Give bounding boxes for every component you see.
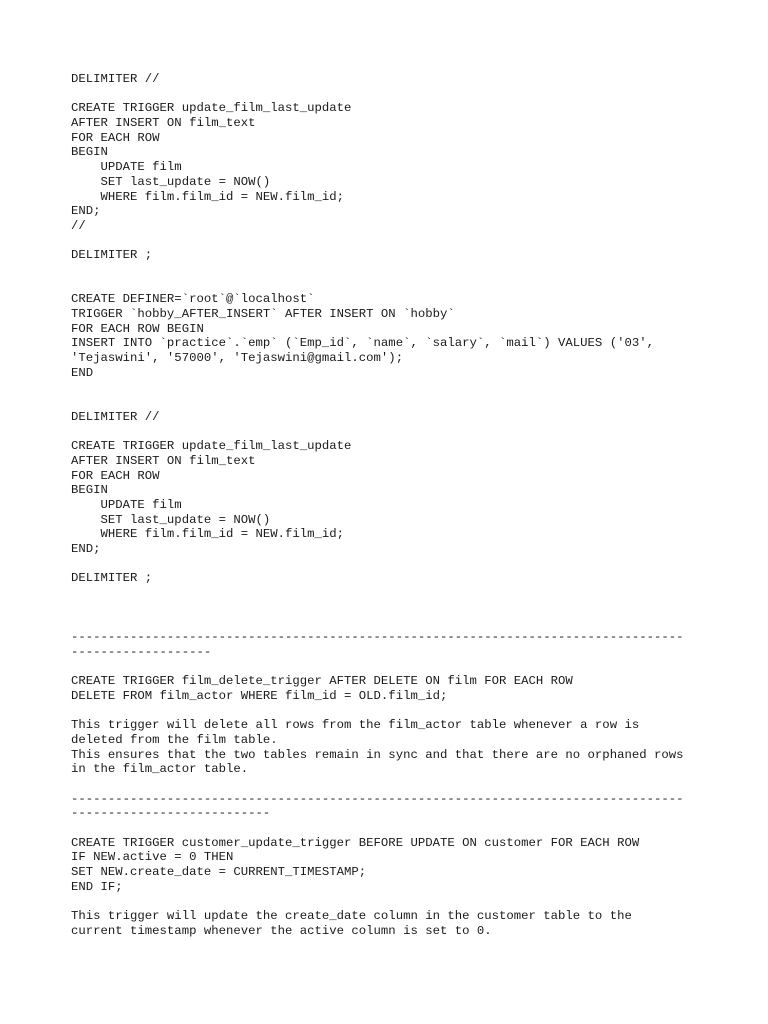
text-line: SET last_update = NOW() [71,512,271,527]
text-line: AFTER INSERT ON film_text [71,116,256,131]
text-line: BEGIN [71,145,108,160]
blank-line [71,615,711,630]
text-line: TRIGGER `hobby_AFTER_INSERT` AFTER INSERT ON `hobby` [71,307,455,321]
text-line: INSERT INTO `practice`.`emp` (`Emp_id`, `name`, `salary`, `mail`) VALUES ('03', [71,336,654,351]
text-line: in the film_actor table. [71,762,249,777]
text-line: DELIMITER // [71,72,160,86]
text-line: WHERE film.film_id = NEW.film_id; [71,189,345,204]
text-line: WHERE film.film_id = NEW.film_id; [71,527,345,542]
text-line: END [71,365,94,380]
text-line: BEGIN [71,483,108,498]
text-line: FOR EACH ROW [71,130,160,145]
blank-line [71,777,711,792]
blank-line [71,234,711,249]
text-line: // [71,218,86,233]
blank-line [71,821,711,836]
text-line: DELETE FROM film_actor WHERE film_id = OLD.film_id; [71,688,448,703]
text-line: CREATE TRIGGER update_film_last_update [71,439,352,454]
text-line: AFTER INSERT ON film_text [71,453,256,468]
text-line: FOR EACH ROW [71,468,160,483]
text-line: deleted from the film table. [71,732,278,747]
text-line: UPDATE film [71,497,182,512]
text-line: This ensures that the two tables remain in sync and that there are no orphaned rows [71,747,684,762]
text-line: CREATE TRIGGER update_film_last_update [71,101,352,116]
blank-line [71,895,711,910]
blank-line [71,601,711,616]
text-line: END IF; [71,879,123,894]
blank-line [71,557,711,572]
text-line: END; [71,204,101,219]
blank-line [71,586,711,601]
blank-line [71,263,711,278]
text-line: ----------------------------------------------------------------------------------- [71,791,684,806]
document-text [71,72,711,939]
text-line: CREATE DEFINER=`root`@`localhost` [71,292,315,307]
text-line: 'Tejaswini', '57000', 'Tejaswini@gmail.com'); [71,351,404,366]
text-line: IF NEW.active = 0 THEN [71,850,234,865]
blank-line [71,87,711,102]
text-line: CREATE TRIGGER film_delete_trigger AFTER DELETE ON film FOR EACH ROW [71,674,573,689]
text-line: DELIMITER // [71,409,160,424]
blank-line [71,704,711,719]
text-line: This trigger will delete all rows from the film_actor table whenever a row is [71,718,640,733]
text-line: ----------------------------------------------------------------------------------- [71,630,684,645]
text-line: --------------------------- [71,806,271,821]
text-line: CREATE TRIGGER customer_update_trigger BEFORE UPDATE ON customer FOR EACH ROW [71,835,640,850]
blank-line [71,395,711,410]
blank-line [71,425,711,440]
blank-line [71,380,711,395]
blank-line [71,278,711,293]
text-line: DELIMITER ; [71,248,153,263]
text-line: FOR EACH ROW BEGIN [71,321,204,336]
text-line: current timestamp whenever the active column is set to 0. [71,923,492,938]
blank-line [71,660,711,675]
text-line: ------------------- [71,644,212,659]
text-line: SET NEW.create_date = CURRENT_TIMESTAMP; [71,865,367,880]
text-line: UPDATE film [71,160,182,175]
text-line: SET last_update = NOW() [71,174,271,189]
text-line: END; [71,542,101,556]
text-line: This trigger will update the create_date column in the customer table to the [71,909,632,924]
text-line: DELIMITER ; [71,571,153,586]
